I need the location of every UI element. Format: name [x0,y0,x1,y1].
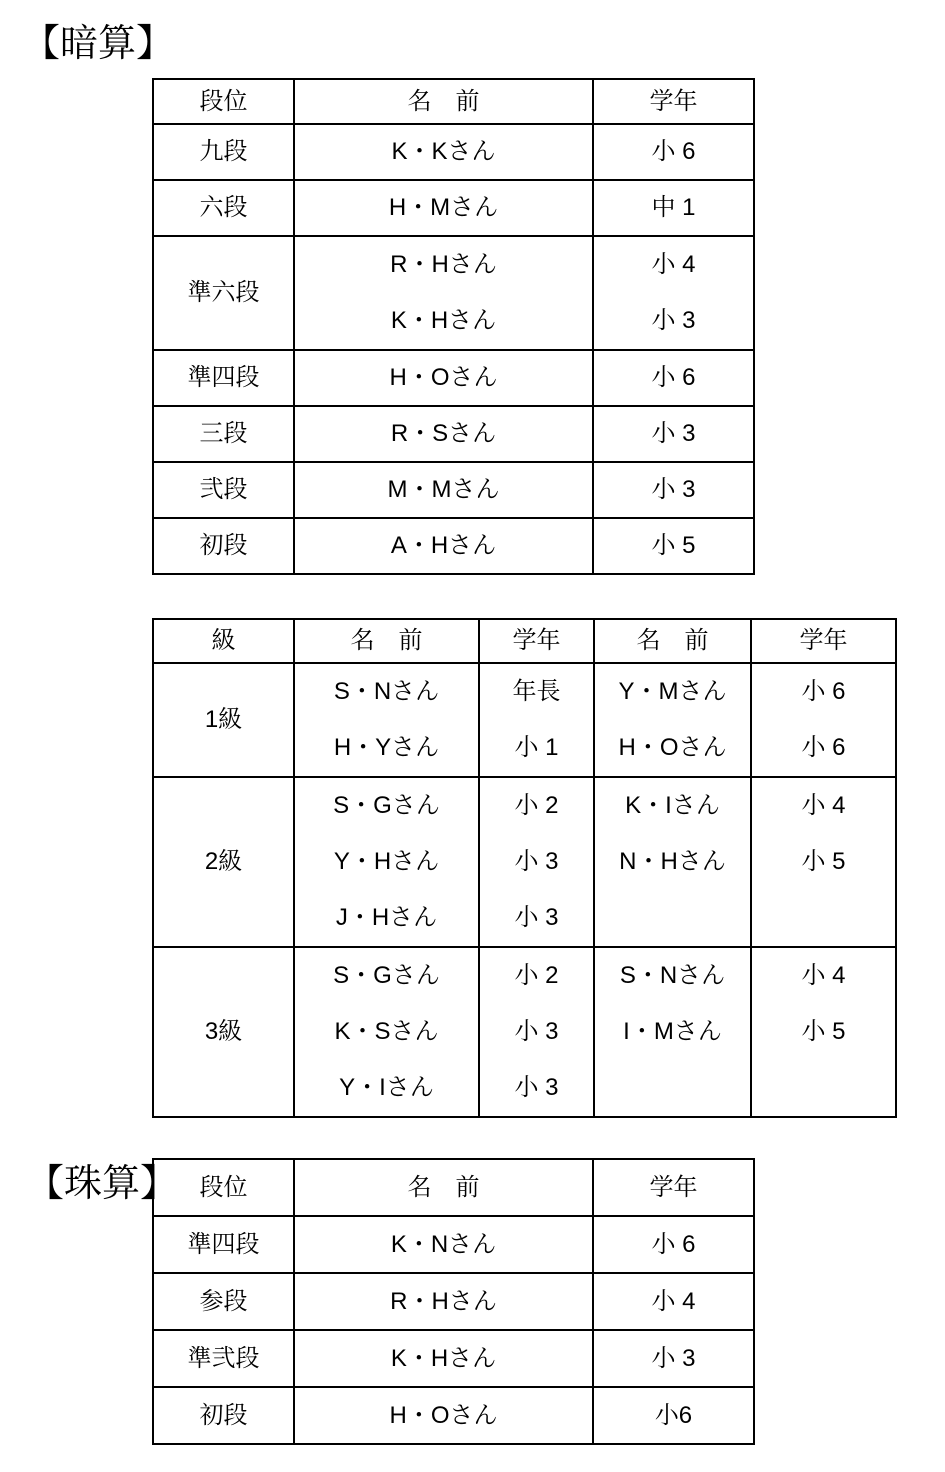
name-cell: K・Hさん [294,1330,593,1387]
table-row [153,406,754,462]
table-row [153,947,896,1117]
name-cell [294,236,593,350]
name-entry: S・Gさん [333,962,440,989]
grade-cell [479,663,594,777]
grade-cell: 小 6 [593,350,754,406]
grade-entry: 小 5 [801,1018,846,1045]
name-entry: S・Gさん [333,792,440,819]
name-cell [294,663,479,777]
name-entry: H・Yさん [333,734,440,761]
rank-cell: 三段 [153,406,294,462]
table-header-row [153,619,896,663]
table-row [153,236,754,350]
name-cell [594,947,751,1117]
grade-entry: 小 4 [801,962,846,989]
rank-cell: 準弐段 [153,1330,294,1387]
name-entry: H・Oさん [618,734,727,761]
grade-cell: 小 6 [593,124,754,180]
table-row [153,518,754,574]
name-entry: K・Hさん [390,307,497,334]
name-cell: R・Hさん [294,1273,593,1330]
table-row [153,663,896,777]
name-cell: H・Oさん [294,350,593,406]
grade-cell [751,947,896,1117]
grade-entry: 小 3 [514,1018,559,1045]
rank-cell: 初段 [153,1387,294,1444]
grade-entry: 年長 [512,678,561,705]
rank-cell: 六段 [153,180,294,236]
name-entry: I・Mさん [623,1018,722,1045]
kyu-cell: 3級 [153,947,294,1117]
name-cell [294,777,479,947]
rank-cell: 初段 [153,518,294,574]
name-entry: S・Nさん [619,962,726,989]
header-grade: 学年 [593,79,754,124]
name-entry: S・Nさん [333,678,440,705]
grade-cell: 小 5 [593,518,754,574]
name-entry: K・Sさん [334,1018,439,1045]
grade-cell: 小 6 [593,1216,754,1273]
grade-cell: 小 3 [593,462,754,518]
name-cell: A・Hさん [294,518,593,574]
table-row [153,350,754,406]
grade-cell [479,777,594,947]
table-row [153,180,754,236]
table-row [153,124,754,180]
table-row [153,777,896,947]
grade-entry: 小 4 [651,251,696,278]
grade-cell: 小 3 [593,406,754,462]
grade-entry: 小 2 [514,792,559,819]
rank-cell: 準六段 [153,236,294,350]
grade-entry: 小 6 [801,678,846,705]
grade-entry: 小 3 [514,904,559,931]
table-header-row [153,1159,754,1216]
grade-entry: 小 3 [514,848,559,875]
grade-cell [479,947,594,1117]
name-cell: K・Kさん [294,124,593,180]
grade-entry: 小 2 [514,962,559,989]
name-entry: R・Hさん [390,251,497,278]
name-cell [594,777,751,947]
name-cell: H・Oさん [294,1387,593,1444]
name-entry: Y・Iさん [339,1074,434,1101]
rank-cell: 弐段 [153,462,294,518]
header-kyu: 級 [153,619,294,663]
name-entry: K・Iさん [625,792,720,819]
grade-cell: 小6 [593,1387,754,1444]
table-row [153,1273,754,1330]
name-cell [594,663,751,777]
grade-entry: 小 4 [801,792,846,819]
table-row [153,1387,754,1444]
name-entry: N・Hさん [619,848,726,875]
header-rank: 段位 [153,1159,294,1216]
table-row [153,462,754,518]
grade-cell [593,236,754,350]
name-cell: M・Mさん [294,462,593,518]
name-cell: R・Sさん [294,406,593,462]
header-name: 名 前 [294,79,593,124]
grade-cell: 中 1 [593,180,754,236]
name-cell: H・Mさん [294,180,593,236]
rank-cell: 九段 [153,124,294,180]
header-rank: 段位 [153,79,294,124]
anzan-section-title: 【暗算】 [22,23,175,65]
grade-entry: 小 3 [514,1074,559,1101]
anzan-dan-table [152,78,755,575]
table-header-row [153,79,754,124]
grade-cell [751,663,896,777]
header-name: 名 前 [294,619,479,663]
header-grade: 学年 [479,619,594,663]
grade-entry: 小 5 [801,848,846,875]
grade-entry: 小 1 [514,734,559,761]
anzan-kyu-table [152,618,897,1118]
rank-cell: 参段 [153,1273,294,1330]
table-row [153,1330,754,1387]
grade-entry: 小 6 [801,734,846,761]
grade-entry: 小 3 [651,307,696,334]
grade-cell: 小 3 [593,1330,754,1387]
header-grade: 学年 [751,619,896,663]
name-entry: Y・Mさん [618,678,727,705]
shuzan-dan-table [152,1158,755,1445]
header-grade: 学年 [593,1159,754,1216]
header-name: 名 前 [294,1159,593,1216]
name-cell [294,947,479,1117]
rank-cell: 準四段 [153,1216,294,1273]
name-entry: J・Hさん [335,904,438,931]
header-name: 名 前 [594,619,751,663]
grade-cell: 小 4 [593,1273,754,1330]
shuzan-section-title: 【珠算】 [26,1163,179,1205]
grade-cell [751,777,896,947]
name-entry: Y・Hさん [333,848,440,875]
kyu-cell: 2級 [153,777,294,947]
name-cell: K・Nさん [294,1216,593,1273]
rank-cell: 準四段 [153,350,294,406]
kyu-cell: 1級 [153,663,294,777]
table-row [153,1216,754,1273]
